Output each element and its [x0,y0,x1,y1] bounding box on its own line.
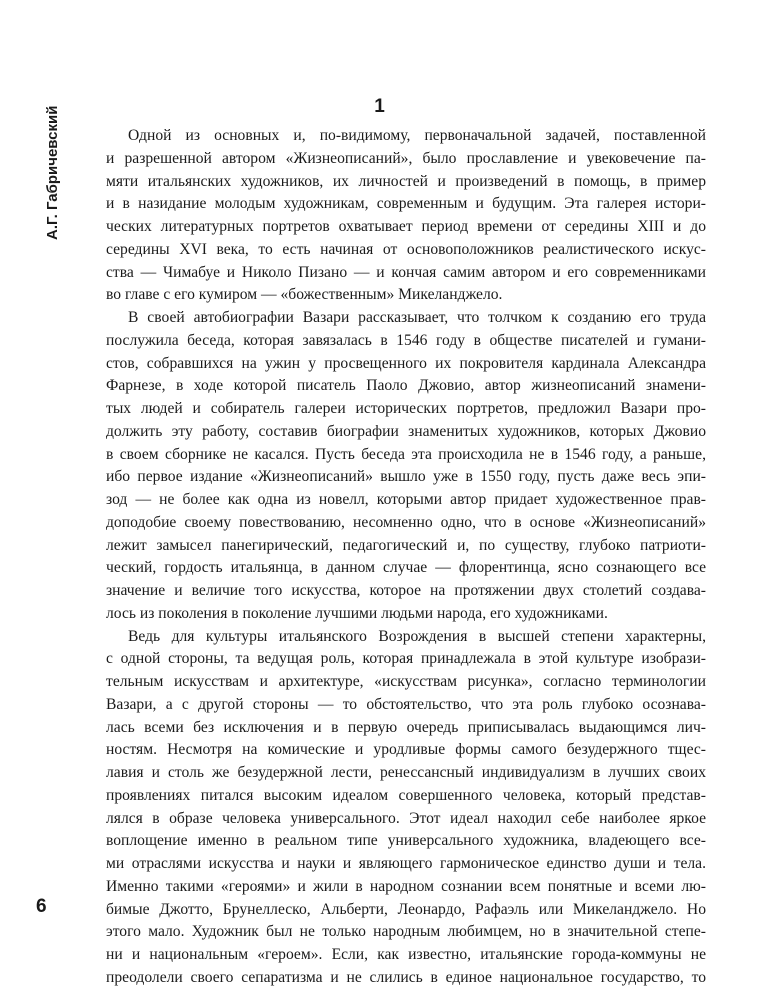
running-head-author: А.Г. Габричевский [44,105,61,240]
text-line: доподобие своему повествованию, несомненно одно, что в основе «Жизнеописаний» [106,513,706,531]
text-line: и в назидание молодым художникам, современным и будущим. Эта галерея истори- [106,195,706,213]
text-line: тых людей и собиратель галереи исторических портретов, предложил Вазари про- [106,400,706,417]
text-line: ибо первое издание «Жизнеописаний» вышло уже в 1550 году, пусть даже весь эпи- [106,468,706,486]
text-line: зод — не более как одна из новелл, которыми автор придает художественное прав- [106,491,706,508]
text-line: стов, собравшихся на ужин у просвещенного их покровителя кардинала Александра [106,354,706,372]
text-line: ни и национальным «героем». Если, как известно, итальянские города-коммуны не [106,946,706,963]
text-line: лялся в образе человека универсального. Этот идеал находил себе наиболее яркое [106,809,706,827]
text-line: воплощение именно в реальном типе универсального художника, владеющего все- [106,832,706,850]
text-line: послужила беседа, которая завязалась в 1546 году в обществе писателей и гумани- [106,331,706,349]
text-line: бимые Джотто, Брунеллеско, Альберти, Леонардо, Рафаэль или Микеланджело. Но [106,900,706,918]
text-line: и разрешенной автором «Жизнеописаний», было прославление и увековечение па- [106,149,706,167]
body-text [106,125,706,990]
text-line: Ведь для культуры итальянского Возрождения в высшей степени характерны, [128,627,706,645]
text-line: Именно такими «героями» и жили в народном сознании всем понятные и всеми лю- [106,877,706,895]
text-line: ства — Чимабуе и Николо Пизано — и кончая самим автором и его современниками [106,263,706,281]
text-line: середины XVI века, то есть начиная от основоположников реалистического искус- [106,240,706,258]
text-line: ческих литературных портретов охватывает период времени от середины XIII и до [106,218,706,235]
text-line: этого мало. Художник был не только народным любимцем, но в значительной степе- [106,923,706,941]
text-line: ностям. Несмотря на комические и уродливые формы самого безудержного тщес- [106,741,706,759]
text-line: преодолели своего сепаратизма и не слились в единое национальное государство, то [106,968,706,986]
text-line: в своем сборнике не касался. Пусть беседа эта происходила не в 1546 году, а раньше, [106,445,706,463]
text-line: Одной из основных и, по-видимому, первоначальной задачей, поставленной [128,127,706,144]
text-line: тельным искусствам и архитектуре, «искусствам рисунка», согласно терминологии [106,673,706,690]
text-line: лась всеми без исключения и в первую очередь приписывалась выдающимся лич- [106,718,706,736]
text-line: лось из поколения в поколение лучшими людьми народа, его художниками. [106,604,608,622]
text-line: Фарнезе, в ходе которой писатель Паоло Джовио, автор жизнеописаний знамени- [106,377,706,395]
text-line: проявлениях питался высоким идеалом совершенного человека, который представ- [106,786,706,804]
text-line: во главе с его кумиром — «божественным» Микеланджело. [106,286,503,304]
text-line: В своей автобиографии Вазари рассказывает, что толчком к созданию его труда [128,309,706,326]
text-line: должить эту работу, составив биографии знаменитых художников, которых Джовио [106,422,706,440]
section-number: 1 [374,96,385,117]
text-line: мяти итальянских художников, их личностей и произведений в помощь, в пример [106,172,706,190]
text-line: с одной стороны, та ведущая роль, которая принадлежала в этой культуре изобрази- [106,650,706,668]
text-line: Вазари, а с другой стороны — то обстоятельство, что эта роль глубоко осознава- [106,695,706,713]
text-line: ческий, гордость итальянца, в данном случае — флорентинца, ясно сознающего все [106,559,706,577]
text-line: ми отраслями искусства и науки и являющего гармоническое единство души и тела. [106,855,706,872]
text-line: лежит замысел панегирический, педагогический и, по существу, глубоко патриоти- [106,536,706,554]
text-line: значение и величие того искусства, которое на протяжении двух столетий создава- [106,582,706,599]
text-line: лавия и столь же безудержной лести, ренессансный индивидуализм в лучших своих [106,764,706,781]
page-number: 6 [36,896,47,917]
